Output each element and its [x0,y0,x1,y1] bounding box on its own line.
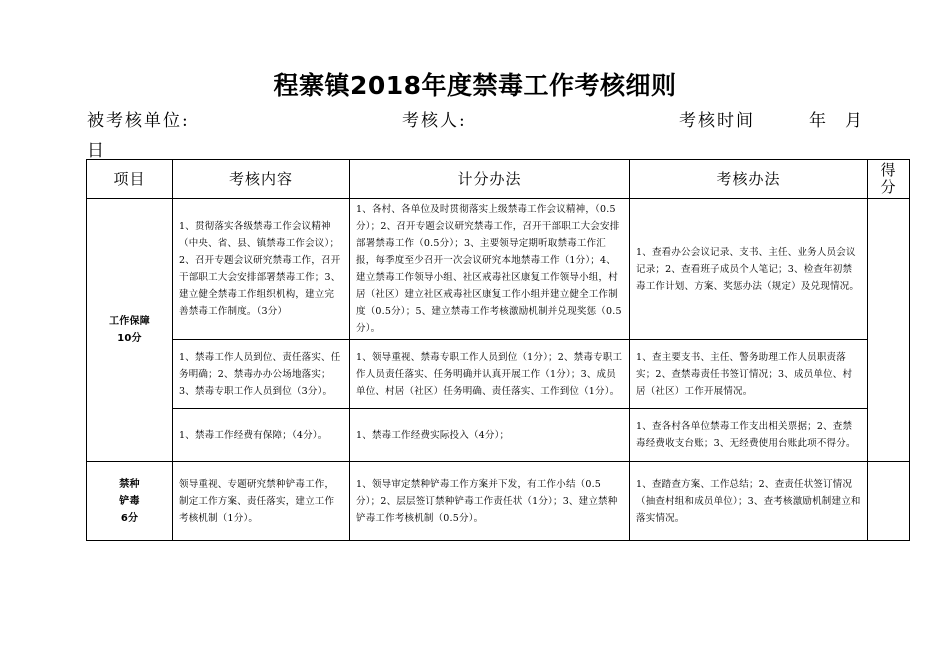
header-method: 考核办法 [630,160,868,199]
scoring-cell: 1、领导审定禁种铲毒工作方案并下发，有工作小结（0.5分）；2、层层签订禁种铲毒工作责任状（1分）；3、建立禁种铲毒工作考核机制（0.5分）。 [350,462,630,541]
method-cell: 1、查各村各单位禁毒工作支出相关票据；2、查禁毒经费收支台账；3、无经费使用台账此项不得分。 [630,409,868,462]
section-drug-eradication [87,462,173,541]
method-cell: 1、查踏查方案、工作总结；2、查责任状签订情况（抽查村组和成员单位）；3、查考核激励机制建立和落实情况。 [630,462,868,541]
table-row [87,340,910,409]
section-name-line: 6分 [120,512,139,524]
day-label: 日 [87,141,104,161]
month-label: 月 [845,111,864,131]
year-label: 年 [809,111,828,131]
header-score: 得分 [868,160,910,199]
content-cell: 1、禁毒工作经费有保障；（4分）。 [173,409,350,462]
method-cell: 1、查主要支书、主任、警务助理工作人员职责落实；2、查禁毒责任书签订情况；3、成员单位、村居（社区）工作开展情况。 [630,340,868,409]
assessed-unit-label: 被考核单位: [87,111,190,131]
content-cell: 1、禁毒工作人员到位、责任落实、任务明确；2、禁毒办办公场地落实；3、禁毒专职工作人员到位（3分）。 [173,340,350,409]
table-row [87,462,910,541]
document-title: 程寨镇2018年度禁毒工作考核细则 [273,71,677,100]
section-name-line: 禁种 [119,478,140,490]
section-name-line: 铲毒 [119,495,140,507]
header-project: 项目 [87,160,173,199]
method-cell: 1、查看办公会议记录、支书、主任、业务人员会议记录；2、查看班子成员个人笔记；3、检查年初禁毒工作计划、方案、奖惩办法（规定）及兑现情况。 [630,199,868,340]
header-scoring: 计分办法 [350,160,630,199]
table-row [87,409,910,462]
scoring-cell: 1、领导重视、禁毒专职工作人员到位（1分）；2、禁毒专职工作人员责任落实、任务明确并认真开展工作（1分）；3、成员单位、村居（社区）任务明确、责任落实、工作到位（1分）。 [350,340,630,409]
score-cell[interactable] [868,462,910,541]
assessor-label: 考核人: [402,111,467,131]
score-cell[interactable] [868,199,910,462]
section-name-line: 10分 [117,333,142,344]
assessment-table [86,159,910,541]
section-name-line: 工作保障 [109,316,150,327]
content-cell: 领导重视、专题研究禁种铲毒工作，制定工作方案、责任落实，建立工作考核机制（1分）。 [173,462,350,541]
scoring-cell: 1、禁毒工作经费实际投入（4分）； [350,409,630,462]
section-work-guarantee [87,199,173,462]
header-content: 考核内容 [173,160,350,199]
table-row [87,199,910,340]
scoring-cell: 1、各村、各单位及时贯彻落实上级禁毒工作会议精神，（0.5分）；2、召开专题会议研究禁毒工作，召开干部职工大会安排部署禁毒工作（0.5分）；3、主要领导定期听取禁毒工作汇报，每季度至少召开一次会议研究本地禁毒工作（1分）；4、建立禁毒工作领导小组、社区戒毒社区康复工作领导小组，村居（社区）建立社区戒毒社区康复工作小组并建立健全工作制度（0.5分）；5、建立禁毒工作考核激励机制并兑现奖惩（0.5分）。 [350,199,630,340]
table-header-row [87,160,910,199]
assessment-time-label: 考核时间 [679,111,755,131]
content-cell: 1、贯彻落实各级禁毒工作会议精神（中央、省、县、镇禁毒工作会议）；2、召开专题会议研究禁毒工作，召开干部职工大会安排部署禁毒工作；3、建立健全禁毒工作组织机构，建立完善禁毒工作制度。（3分） [173,199,350,340]
